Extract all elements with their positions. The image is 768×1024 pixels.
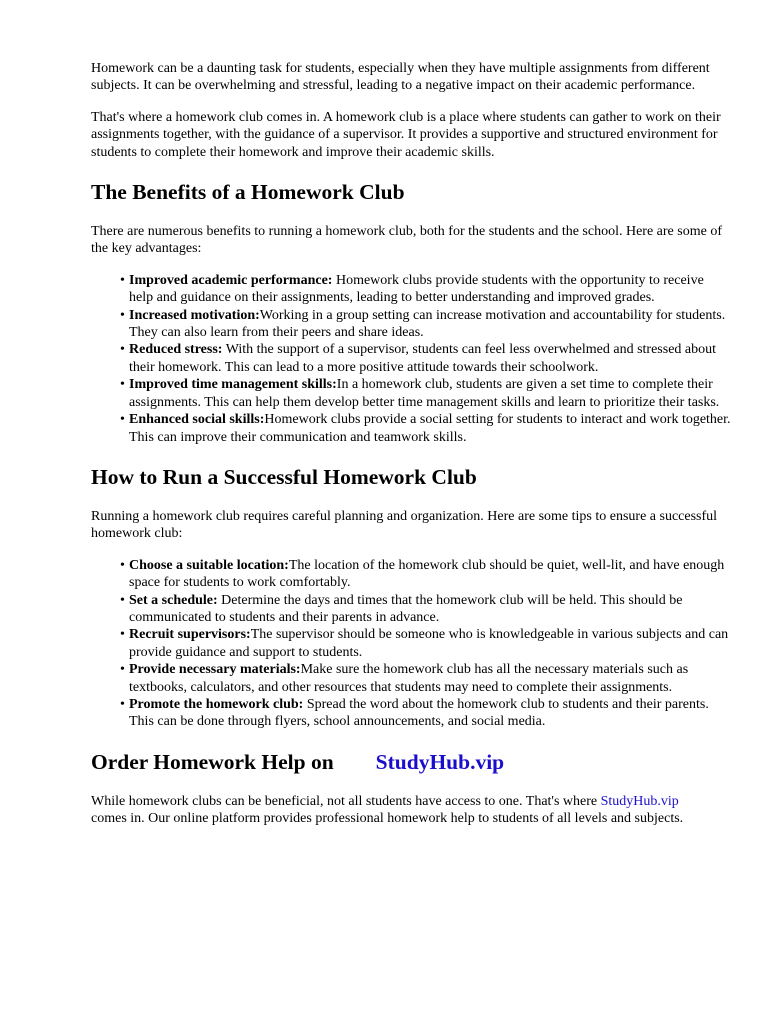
- order-heading-prefix: Order Homework Help on: [91, 749, 334, 774]
- benefits-list-item: [120, 341, 731, 376]
- bullet-icon: •: [120, 592, 125, 608]
- list-item-text: With the support of a supervisor, students can feel less overwhelmed and stressed about their homework. This can lead to a more positive attitude towards their schoolwork.: [129, 342, 717, 375]
- bullet-icon: •: [120, 412, 125, 428]
- list-item-text: Working in a group setting can increase motivation and accountability for students. They can also learn from their peers and share ideas.: [129, 307, 726, 341]
- list-item-text: The supervisor should be someone who is knowledgeable in various subjects and can provide guidance and support to students.: [129, 627, 729, 660]
- intro-paragraph-1: Homework can be a daunting task for students, especially when they have multiple assignments from different subjects. It can be overwhelming and stressful, leading to a negative impact on their academic performance.: [91, 61, 710, 94]
- order-heading: [91, 749, 731, 775]
- list-item-text: Homework clubs provide a social setting for students to interact and work together. This can improve their communication and teamwork skills.: [129, 412, 731, 445]
- benefits-list: [91, 272, 731, 446]
- bullet-icon: •: [120, 307, 125, 323]
- howto-list-item: [120, 696, 731, 731]
- list-item-text: The location of the homework club should be quiet, well-lit, and have enough space for students to work comfortably.: [129, 557, 725, 591]
- studyhub-heading-link[interactable]: StudyHub.vip: [375, 749, 505, 774]
- list-item-text: Homework clubs provide students with the opportunity to receive help and guidance on their assignments, leading to better understanding and improved grades.: [129, 272, 704, 306]
- bullet-icon: •: [120, 662, 125, 678]
- order-text-prefix: While homework clubs can be beneficial, not all students have access to one. That's where: [91, 793, 598, 809]
- bullet-icon: •: [120, 627, 125, 643]
- list-item-text: Spread the word about the homework club to students and their parents. This can be done through flyers, school announcements, and social media.: [129, 696, 709, 730]
- list-item-term: Choose a suitable location:: [129, 557, 289, 573]
- howto-list: [91, 557, 731, 731]
- list-item-term: Improved academic performance:: [129, 272, 333, 288]
- list-item-term: Recruit supervisors:: [129, 627, 251, 643]
- order-text-suffix: comes in. Our online platform provides professional homework help to students of all levels and subjects.: [91, 811, 684, 827]
- benefits-list-item: [120, 376, 731, 411]
- howto-list-item: [120, 592, 731, 627]
- howto-lead: Running a homework club requires careful planning and organization. Here are some tips to ensure a successful homework club:: [91, 508, 718, 542]
- howto-heading: How to Run a Successful Homework Club: [91, 464, 477, 489]
- benefits-list-item: [120, 307, 731, 342]
- list-item-term: Promote the homework club:: [129, 696, 304, 712]
- list-item-term: Increased motivation:: [129, 307, 260, 323]
- howto-list-item: [120, 626, 731, 661]
- document-page: [91, 60, 731, 842]
- list-item-term: Set a schedule:: [129, 592, 218, 608]
- howto-list-item: [120, 661, 731, 696]
- benefits-heading: The Benefits of a Homework Club: [91, 180, 405, 205]
- studyhub-inline-link[interactable]: StudyHub.vip: [600, 793, 679, 809]
- list-item-term: Reduced stress:: [129, 342, 223, 358]
- bullet-icon: •: [120, 377, 125, 393]
- list-item-text: Make sure the homework club has all the necessary materials such as textbooks, calculators, and other resources that students may need to complete their assignments.: [129, 662, 689, 695]
- intro-paragraph-2: That's where a homework club comes in. A homework club is a place where students can gather to work on their assignments together, with the guidance of a supervisor. It provides a supportive and structured environment for students to complete their homework and improve their academic skills.: [91, 109, 721, 160]
- bullet-icon: •: [120, 272, 125, 288]
- bullet-icon: •: [120, 342, 125, 358]
- bullet-icon: •: [120, 696, 125, 712]
- bullet-icon: •: [120, 557, 125, 573]
- list-item-text: Determine the days and times that the homework club will be held. This should be communicated to students and their parents in advance.: [129, 592, 683, 625]
- benefits-list-item: [120, 411, 731, 446]
- benefits-list-item: [120, 272, 731, 307]
- order-paragraph: [91, 793, 731, 828]
- list-item-text: In a homework club, students are given a set time to complete their assignments. This can help them develop better time management skills and learn to prioritize their tasks.: [129, 377, 720, 410]
- list-item-term: Improved time management skills:: [129, 377, 337, 393]
- benefits-lead: There are numerous benefits to running a homework club, both for the students and the school. Here are some of the key advantages:: [91, 224, 722, 257]
- list-item-term: Provide necessary materials:: [129, 662, 301, 678]
- howto-list-item: [120, 557, 731, 592]
- list-item-term: Enhanced social skills:: [129, 412, 265, 428]
